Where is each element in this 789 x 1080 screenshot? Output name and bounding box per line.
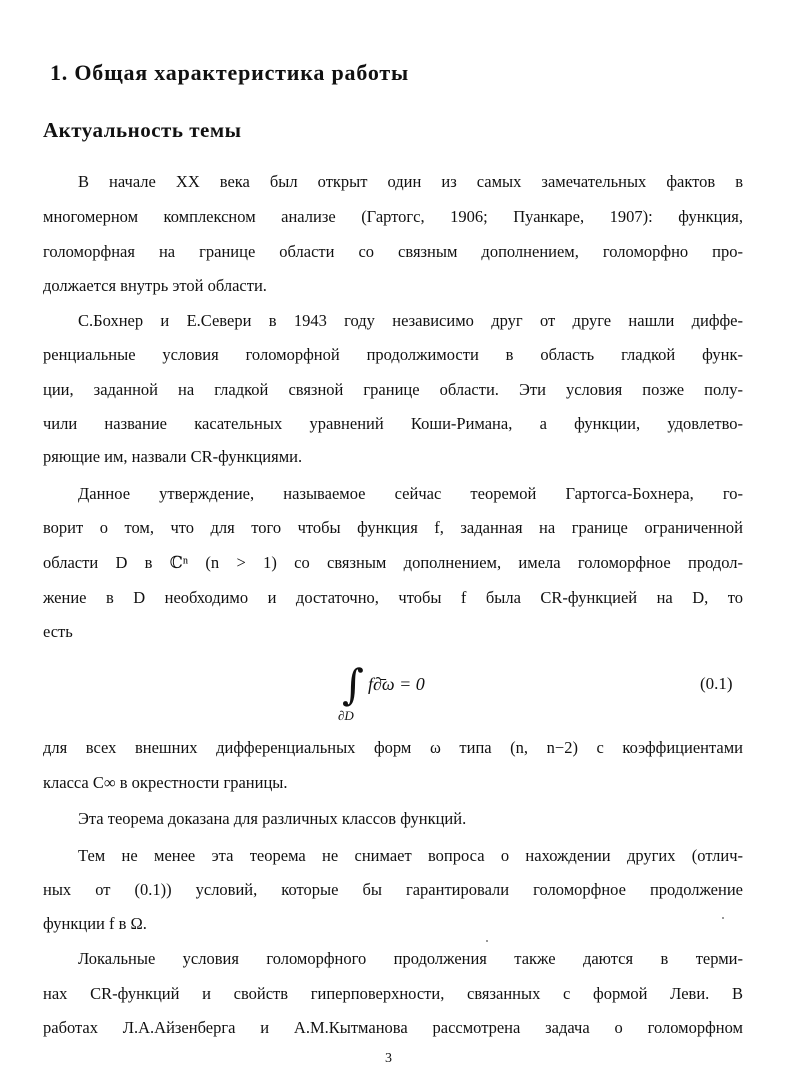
paragraph-3-line-5: есть — [43, 622, 73, 641]
integrand: f∂̄ω = 0 — [368, 674, 425, 694]
paragraph-6-line-1: Тем не менее эта теорема не снимает вопроса о нахождении других (отлич- — [78, 846, 743, 865]
page-number: 3 — [385, 1051, 392, 1066]
paragraph-2-line-5: ряющие им, назвали CR-функциями. — [43, 447, 303, 466]
integral-sign: ∫ — [342, 660, 364, 709]
paragraph-4-line-2: класса C∞ в окрестности границы. — [43, 773, 288, 792]
paragraph-3-line-4: жение в D необходимо и достаточно, чтобы f была CR-функцией на D, то — [43, 588, 743, 607]
paragraph-2-line-3: ции, заданной на гладкой связной границе области. Эти условия позже полу- — [43, 380, 743, 399]
paragraph-1-line-1: В начале XX века был открыт один из самых замечательных фактов в — [78, 172, 743, 191]
section-heading: 1. Общая характеристика работы — [50, 60, 409, 85]
equation-0-1 — [0, 660, 789, 724]
equation-number: (0.1) — [700, 674, 733, 693]
paragraph-2-line-4: чили название касательных уравнений Коши-Римана, а функции, удовлетво- — [43, 414, 743, 433]
paragraph-1-line-2: многомерном комплексном анализе (Гартогс, 1906; Пуанкаре, 1907): функция, — [43, 207, 743, 226]
paragraph-7-line-3: работах Л.А.Айзенберга и А.М.Кытманова рассмотрена задача о голоморфном — [43, 1018, 743, 1037]
paragraph-4-line-1: для всех внешних дифференциальных форм ω типа (n, n−2) с коэффициентами — [43, 738, 743, 757]
paragraph-6-line-3: функции f в Ω. — [43, 914, 147, 933]
subsection-heading: Актуальность темы — [43, 118, 242, 142]
paragraph-6-line-2: ных от (0.1)) условий, которые бы гарантировали голоморфное продолжение — [43, 880, 743, 899]
paragraph-1-line-4: должается внутрь этой области. — [43, 276, 267, 295]
paragraph-7-line-1: Локальные условия голоморфного продолжения также даются в терми- — [78, 949, 743, 968]
integral-subscript: ∂D — [338, 708, 354, 723]
paragraph-1-line-3: голоморфная на границе области со связным дополнением, голоморфно про- — [43, 242, 743, 261]
scan-speck — [722, 917, 724, 919]
paragraph-7-line-2: нах CR-функций и свойств гиперповерхности, связанных с формой Леви. В — [43, 984, 743, 1003]
paragraph-3-line-3: области D в ℂⁿ (n > 1) со связным дополнением, имела голоморфное продол- — [43, 553, 743, 572]
paragraph-3-line-1: Данное утверждение, называемое сейчас теоремой Гартогса-Бохнера, го- — [78, 484, 743, 503]
paragraph-2-line-1: С.Бохнер и Е.Севери в 1943 году независимо друг от друге нашли диффе- — [78, 311, 743, 330]
paragraph-5-line-1: Эта теорема доказана для различных классов функций. — [78, 809, 467, 828]
paragraph-2-line-2: ренциальные условия голоморфной продолжимости в область гладкой функ- — [43, 345, 743, 364]
paragraph-3-line-2: ворит о том, что для того чтобы функция f, заданная на границе ограниченной — [43, 518, 743, 537]
scan-speck — [486, 940, 488, 942]
